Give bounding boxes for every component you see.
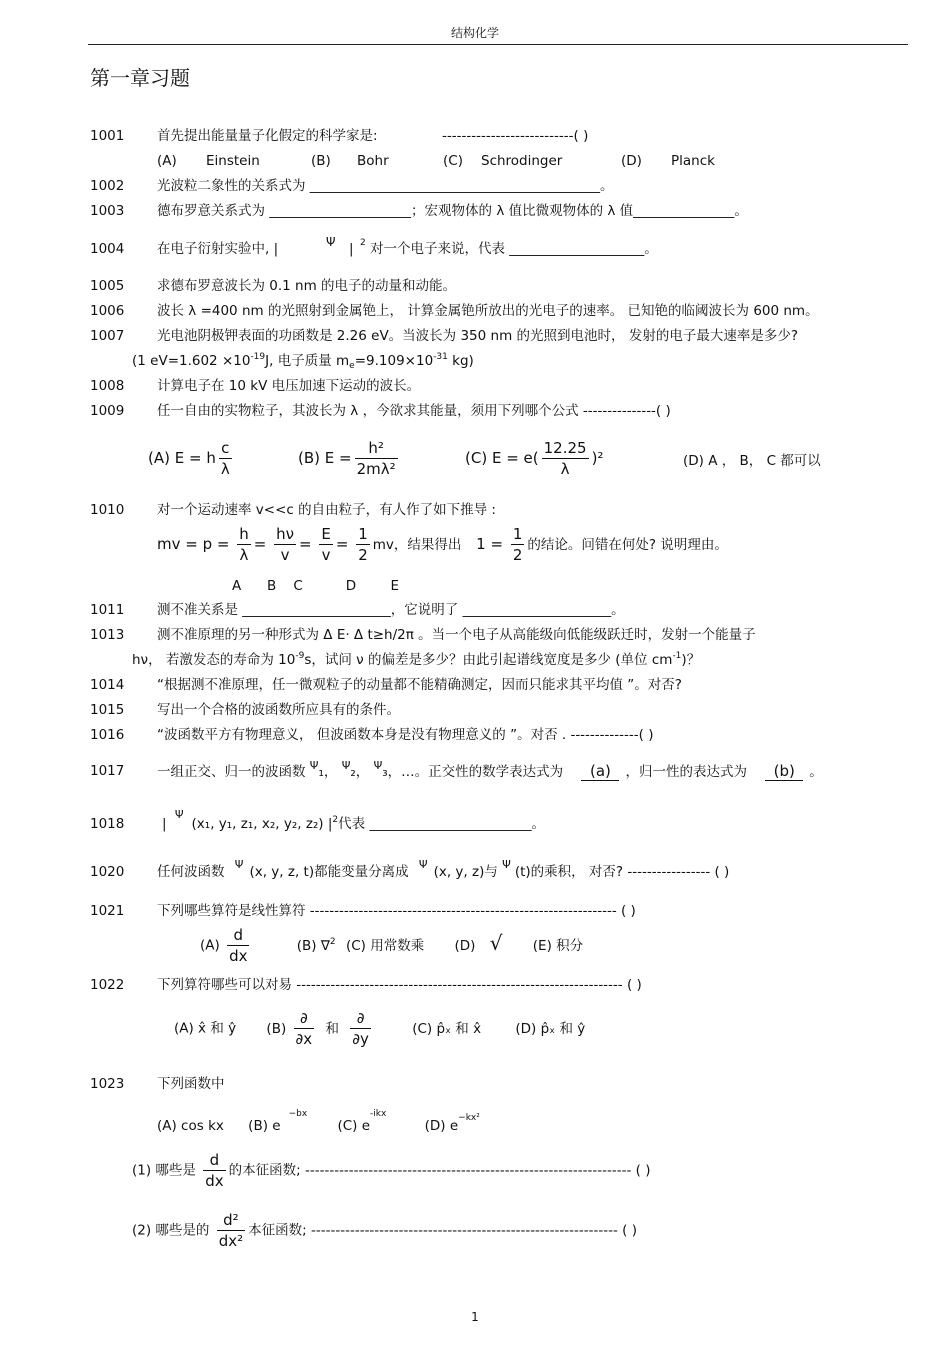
option-formula-b: (B) E = $\frac{\text{h²}}{\text{2mλ²}}$ <box>298 439 396 478</box>
q-text: 下列函数中 <box>157 1076 225 1092</box>
q-text: 测不准关系是 ______________________，它说明了 ______________________。 <box>157 602 625 618</box>
q-text: 一组正交、归一的波函数 $^\Psi$₁， $^\Psi$₂， $^\Psi$₃，…。正交性的数学表达式为 (a) ，归一性的表达式为 (b) 。 <box>157 759 823 780</box>
q-text: 对一个运动速率 v<<c 的自由粒子，有人作了如下推导 : <box>157 502 496 518</box>
psi-symbol: Ψ <box>326 235 336 249</box>
page-number: 1 <box>471 1310 479 1324</box>
sub-question-1: (1) 哪些是 $\frac{d}{dx}$ 的本征函数; ------------------------------------------------------------------- ( ) <box>132 1151 651 1190</box>
q-number: 1013 <box>90 627 125 643</box>
q-number: 1011 <box>90 602 125 618</box>
q-text: 波长 λ =400 nm 的光照射到金属铯上， 计算金属铯所放出的光电子的速率。 已知铯的临阈波长为 600 nm。 <box>157 303 819 319</box>
q-text: 德布罗意关系式为 _____________________；宏观物体的 λ 值比微观物体的 λ 值_______________。 <box>157 203 748 219</box>
q-text: 计算电子在 10 kV 电压加速下运动的波长。 <box>157 378 421 394</box>
option-label: (D) <box>621 153 642 169</box>
q-number: 1017 <box>90 763 125 779</box>
chapter-title: 第一章习题 <box>90 66 190 90</box>
running-header: 结构化学 <box>450 26 499 40</box>
q-text: 任一自由的实物粒子，其波长为 λ ，今欲求其能量，须用下列哪个公式 ---------------( ) <box>157 403 671 419</box>
q-number: 1022 <box>90 977 125 993</box>
option-d: (D) A ， B， C 都可以 <box>683 453 821 469</box>
sub-question-2: (2) 哪些是的 $\frac{\text{d²}}{\text{dx²}}$ 本征函数; --------------------------------------------------------------- ( ) <box>132 1211 637 1250</box>
answer-dashes: ---------------------------( ) <box>442 128 589 144</box>
function-options: (A) cos kx (B) $e^{-bx}$ (C) $e^{-ikx}$ (D) $e^{-kx^2}$ <box>157 1109 480 1134</box>
q-text: 任何波函数 $^\Psi$ (x, y, z, t)都能变量分离成 $^\Psi$ (x, y, z)与 $^\Psi$ (t)的乘积， 对否? ----------------- ( ) <box>157 858 730 880</box>
q-text-cont: hν， 若激发态的寿命为 $10^{-9}s$，试问 ν 的偏差是多少？由此引起谱线宽度是多少 (单位 $cm^{-1}$)？ <box>132 651 701 668</box>
superscript: 2 <box>360 238 366 248</box>
operator-options: (A) $\frac{d}{dx}$ (B) ∇$^2$ (C) 用常数乘 (D) √ (E) 积分 <box>200 926 584 965</box>
option-value: Einstein <box>206 153 260 169</box>
q-number: 1003 <box>90 203 125 219</box>
q-number: 1010 <box>90 502 125 518</box>
q-number: 1014 <box>90 677 125 693</box>
header-rule <box>88 44 908 45</box>
q-text: “波函数平方有物理意义， 但波函数本身是没有物理意义的 ”。对否 . --------------( ) <box>157 727 654 743</box>
q-text: 下列哪些算符是线性算符 --------------------------------------------------------------- ( ) <box>157 903 636 919</box>
commute-options: (A) x̂ 和 ŷ (B) $\frac{\partial}{\partial x}$ 和 $\frac{\partial}{\partial y}$ (C) p̂ₓ 和 x̂ (D) p̂ₓ 和 ŷ <box>174 1009 586 1048</box>
q-text: | $^\Psi$(x₁, y₁, z₁, x₂, y₂, z₂) $|^2$代表 ________________________。 <box>162 808 545 832</box>
q-text-part: | <box>349 241 354 257</box>
option-formula-a: (A) E = h $\frac{c}{\lambda}$ <box>148 439 230 478</box>
q-text-part: 对一个电子来说，代表 ____________________。 <box>370 241 658 257</box>
option-value: Planck <box>671 153 715 169</box>
q-constants: (1 $eV=1.602 \times 10^{-19}J$, 电子质量 $m_e=9.109\times 10^{-31}$ kg) <box>132 352 474 371</box>
option-label: (A) <box>157 153 177 169</box>
q-text-part: 在电子衍射实验中, | <box>157 241 279 257</box>
option-formula-c: (C) E = e( $\frac{12.25}{\lambda}$ )² <box>465 439 604 478</box>
q-text: 首先提出能量量子化假定的科学家是: <box>157 128 378 144</box>
q-number: 1002 <box>90 178 125 194</box>
option-label: (B) <box>311 153 331 169</box>
q-number: 1018 <box>90 816 125 832</box>
q-number: 1006 <box>90 303 125 319</box>
q-number: 1004 <box>90 241 125 257</box>
q-number: 1005 <box>90 278 125 294</box>
q-text: 下列算符哪些可以对易 ------------------------------------------------------------------- ( ) <box>157 977 642 993</box>
blank-a: (a) <box>581 762 619 781</box>
blank-b: (b) <box>765 762 803 781</box>
derivation-step-labels: A B C D E <box>232 578 400 594</box>
q-number: 1015 <box>90 702 125 718</box>
q-text: 光电池阴极钾表面的功函数是 2.26 eV。当波长为 350 nm 的光照到电池时， 发射的电子最大速率是多少? <box>157 328 798 344</box>
derivation-formula: mv = p = $\frac{h}{\lambda}$ = $\frac{h\nu}{v}$ = $\frac{E}{v}$ = $\frac{1}{2}$ mv，结果得出 1 = $\frac{1}{2}$ 的结论。问错在何处? 说明理由。 <box>157 525 728 564</box>
option-label: (C) <box>443 153 463 169</box>
option-value: Schrodinger <box>481 153 563 169</box>
q-number: 1007 <box>90 328 125 344</box>
q-text: 写出一个合格的波函数所应具有的条件。 <box>157 702 400 718</box>
q-text: “根据测不准原理，任一微观粒子的动量都不能精确测定，因而只能求其平均值 ”。对否? <box>157 677 682 693</box>
q-number: 1021 <box>90 903 125 919</box>
q-number: 1016 <box>90 727 125 743</box>
q-number: 1009 <box>90 403 125 419</box>
q-number: 1008 <box>90 378 125 394</box>
q-text: 光波粒二象性的关系式为 ___________________________________________。 <box>157 178 614 194</box>
q-text: 求德布罗意波长为 0.1 nm 的电子的动量和动能。 <box>157 278 457 294</box>
q-number: 1020 <box>90 864 125 880</box>
q-text: 测不准原理的另一种形式为 Δ E· Δ t≥h/2π 。当一个电子从高能级向低能级跃迁时，发射一个能量子 <box>157 627 756 643</box>
q-number: 1001 <box>90 128 125 144</box>
option-value: Bohr <box>357 153 389 169</box>
q-number: 1023 <box>90 1076 125 1092</box>
